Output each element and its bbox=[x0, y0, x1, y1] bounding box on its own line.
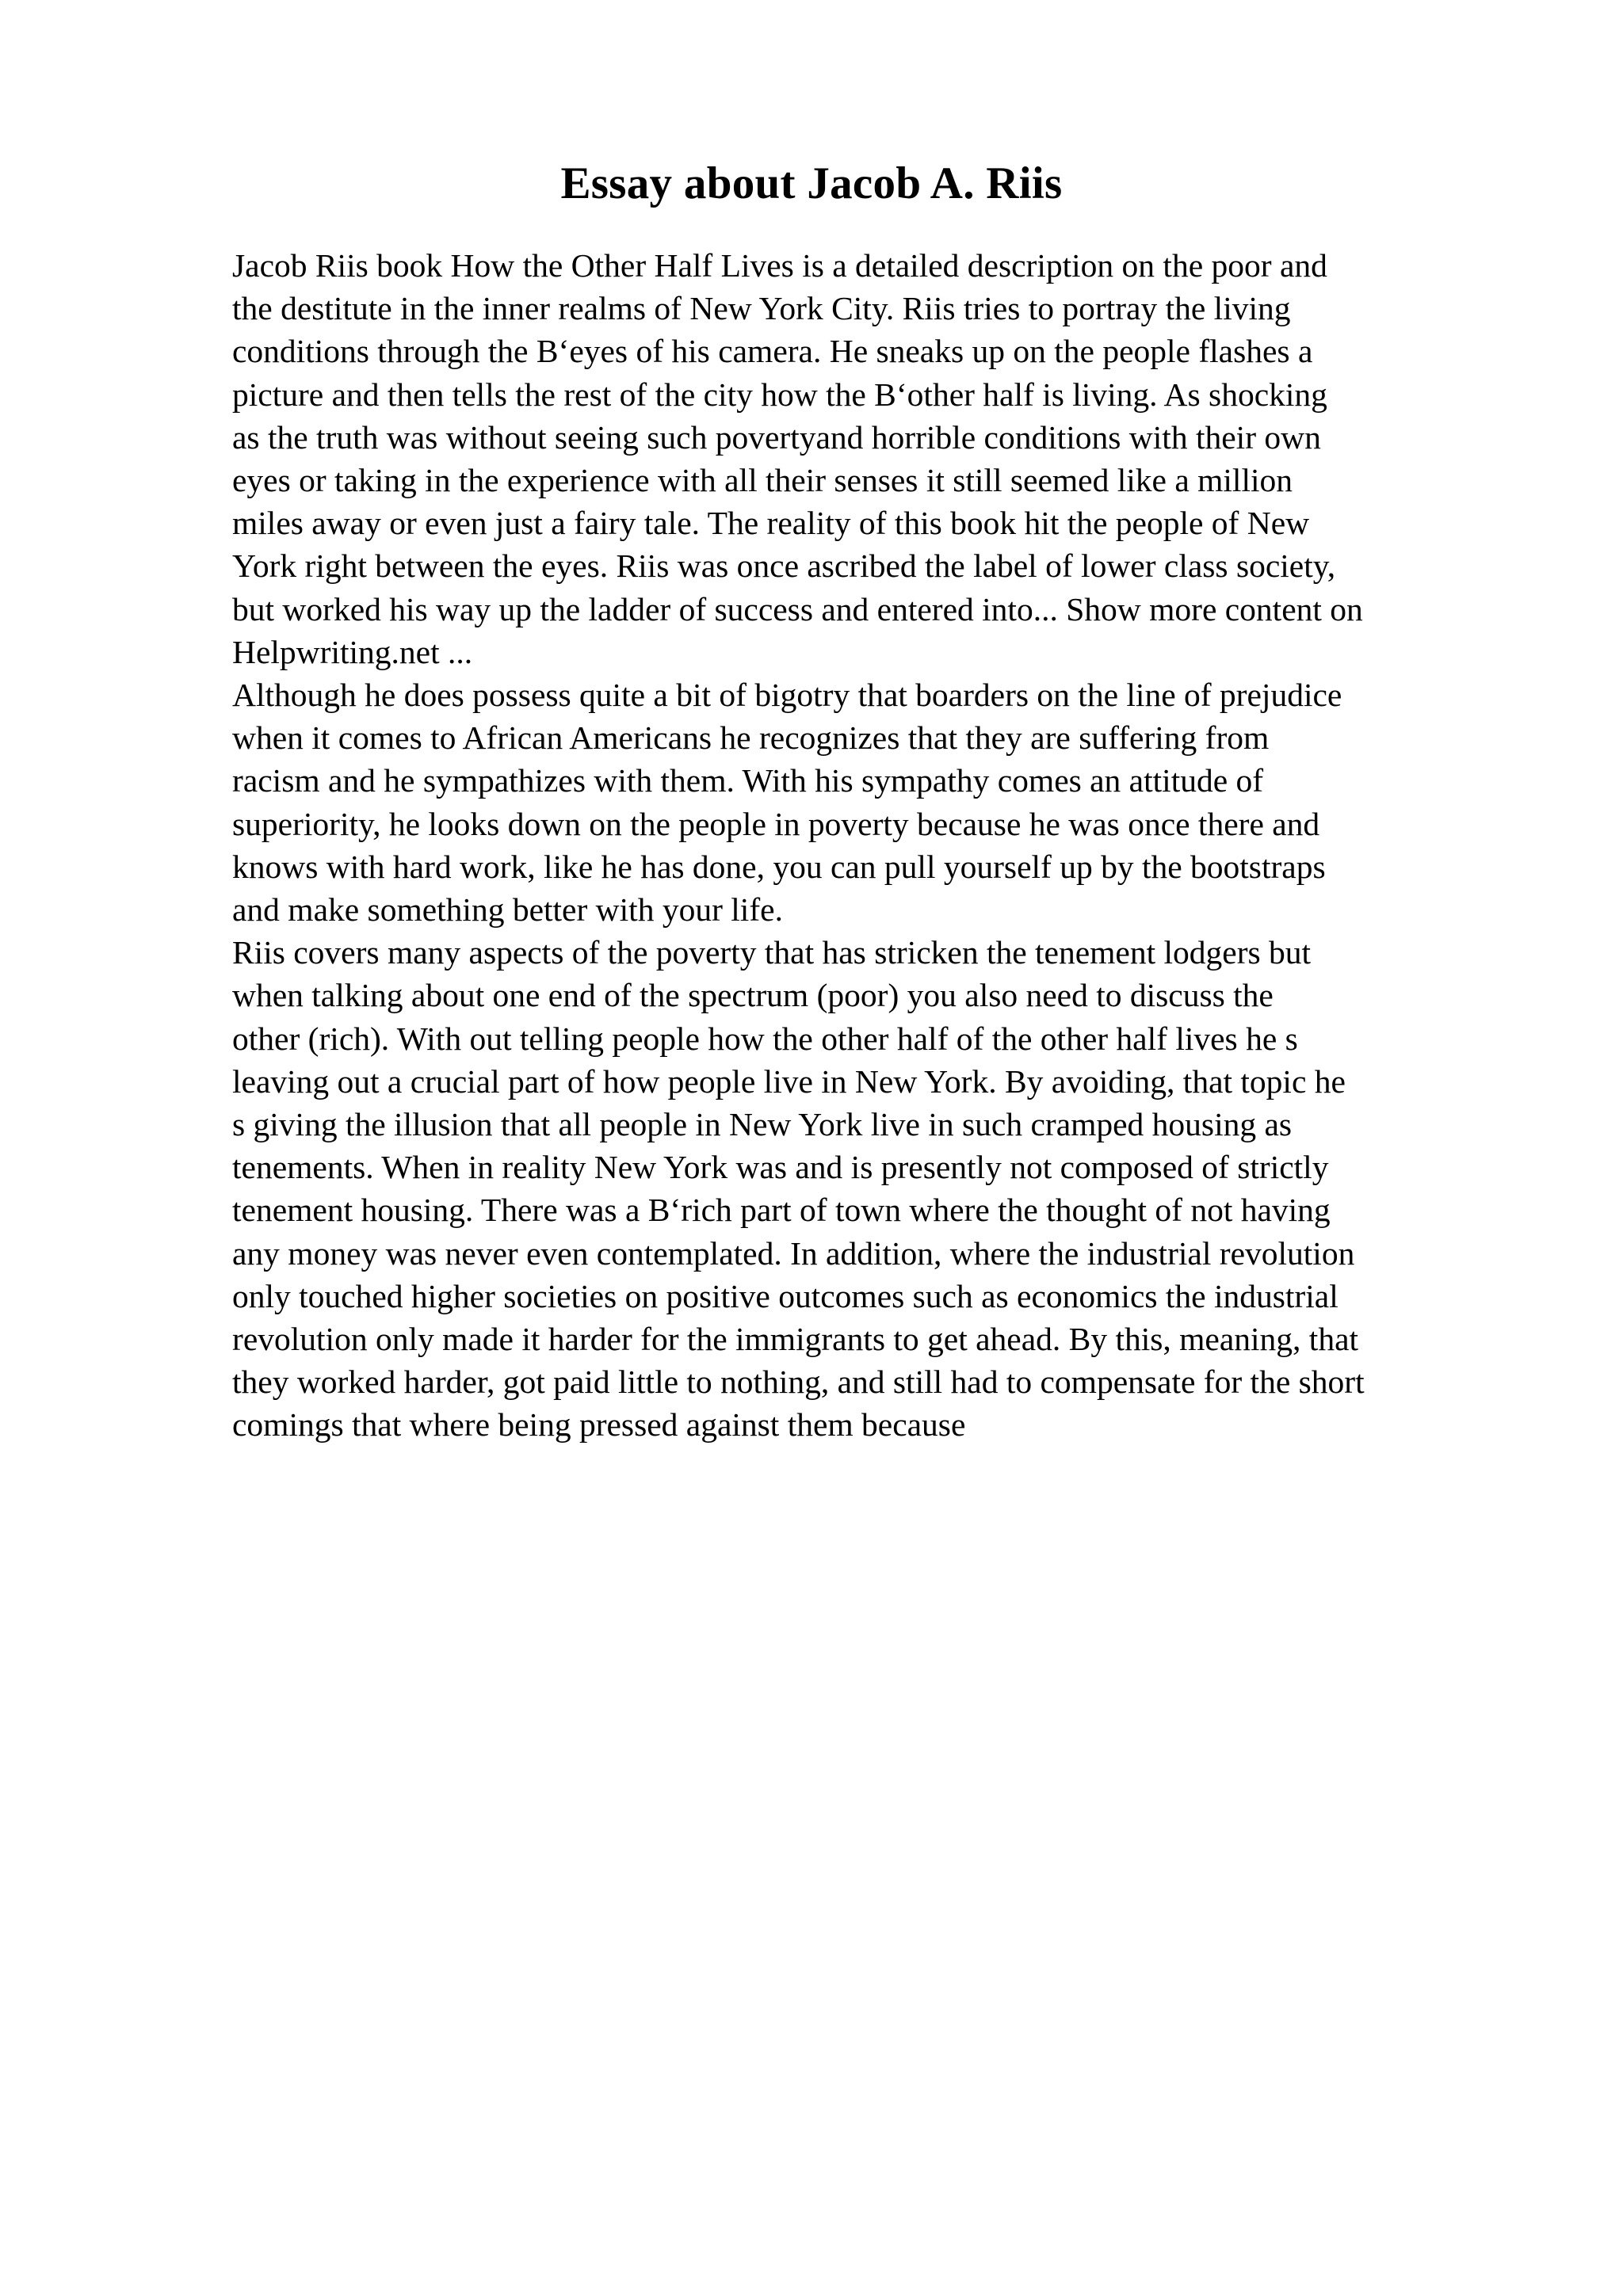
text-line: Jacob Riis book How the Other Half Lives is a detailed description on the poor and bbox=[232, 247, 1327, 284]
text-line: other (rich). With out telling people how the other half of the other half lives he s bbox=[232, 1020, 1298, 1057]
text-line: picture and then tells the rest of the city how the B‘other half is living. As shocking bbox=[232, 376, 1327, 413]
document-title: Essay about Jacob A. Riis bbox=[560, 158, 1063, 208]
text-line: comings that where being pressed against them because bbox=[232, 1406, 966, 1444]
essay-body bbox=[232, 244, 1595, 1447]
text-line: Riis covers many aspects of the poverty that has stricken the tenement lodgers but bbox=[232, 934, 1312, 971]
text-line: the destitute in the inner realms of New York City. Riis tries to portray the living bbox=[232, 290, 1291, 327]
text-line: Although he does possess quite a bit of bigotry that boarders on the line of prejudice bbox=[232, 677, 1342, 714]
text-line: they worked harder, got paid little to nothing, and still had to compensate for the short bbox=[232, 1363, 1365, 1401]
text-line: s giving the illusion that all people in New York live in such cramped housing as bbox=[232, 1106, 1293, 1143]
text-line: eyes or taking in the experience with all their senses it still seemed like a million bbox=[232, 462, 1293, 499]
text-line: superiority, he looks down on the people in poverty because he was once there and bbox=[232, 805, 1320, 842]
text-line: conditions through the B‘eyes of his camera. He sneaks up on the people flashes a bbox=[232, 333, 1313, 370]
text-line: Helpwriting.net ... bbox=[232, 633, 473, 670]
text-line: leaving out a crucial part of how people live in New York. By avoiding, that topic he bbox=[232, 1062, 1346, 1100]
text-line: tenements. When in reality New York was and is presently not composed of strictly bbox=[232, 1149, 1329, 1186]
text-line: knows with hard work, like he has done, you can pull yourself up by the bootstraps bbox=[232, 848, 1326, 885]
text-line: as the truth was without seeing such povertyand horrible conditions with their own bbox=[232, 418, 1321, 456]
text-line: and make something better with your life. bbox=[232, 891, 783, 929]
text-line: any money was never even contemplated. In addition, where the industrial revolution bbox=[232, 1234, 1355, 1272]
text-line: only touched higher societies on positive outcomes such as economics the industrial bbox=[232, 1277, 1338, 1314]
text-line: when it comes to African Americans he recognizes that they are suffering from bbox=[232, 719, 1270, 757]
text-line: miles away or even just a fairy tale. The reality of this book hit the people of New bbox=[232, 505, 1310, 542]
text-line: York right between the eyes. Riis was once ascribed the label of lower class society, bbox=[232, 547, 1336, 585]
text-line: revolution only made it harder for the immigrants to get ahead. By this, meaning, that bbox=[232, 1321, 1359, 1358]
text-line: when talking about one end of the spectrum (poor) you also need to discuss the bbox=[232, 977, 1274, 1014]
text-line: tenement housing. There was a B‘rich part of town where the thought of not having bbox=[232, 1192, 1331, 1229]
text-line: but worked his way up the ladder of success and entered into... Show more content on bbox=[232, 590, 1363, 627]
text-line: racism and he sympathizes with them. With his sympathy comes an attitude of bbox=[232, 762, 1264, 799]
